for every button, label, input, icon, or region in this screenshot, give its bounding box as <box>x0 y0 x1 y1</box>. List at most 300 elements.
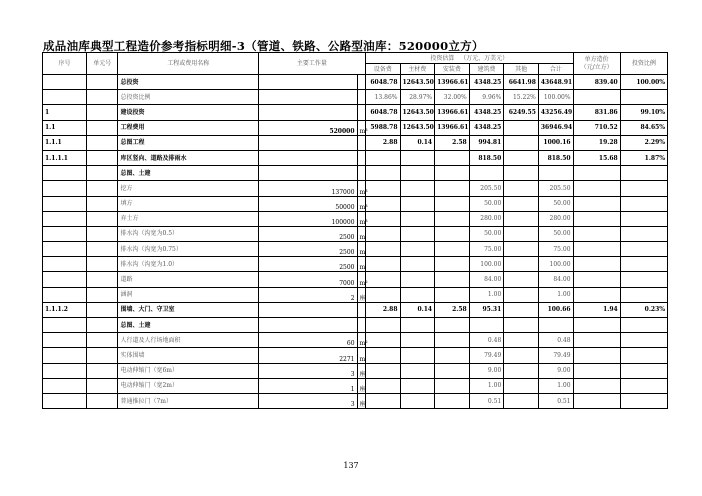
cell-quantity-unit: m <box>357 348 365 363</box>
cell-equip <box>365 393 400 408</box>
cell-name: 总图、土建 <box>118 318 258 333</box>
cell-material <box>400 166 435 181</box>
cell-other: 6249.55 <box>504 105 539 120</box>
cell-name: 总图工程 <box>118 135 258 150</box>
cell-material: 12643.50 <box>400 75 435 90</box>
cell-install <box>435 257 470 272</box>
cell-material: 0.14 <box>400 302 435 317</box>
cell-total: 100.00 <box>538 257 573 272</box>
cell-install <box>435 393 470 408</box>
header-row-1 <box>43 53 668 64</box>
cell-ratio <box>620 181 667 196</box>
cell-install <box>435 287 470 302</box>
cell-build: 205.50 <box>469 181 504 196</box>
cell-install <box>435 363 470 378</box>
header-material: 主材费 <box>400 64 435 75</box>
cell-quantity-unit: m <box>357 226 365 241</box>
cell-quantity-unit: m <box>357 242 365 257</box>
header-estimate-label: 投资估算 <box>430 54 455 62</box>
cell-seq <box>43 196 87 211</box>
cell-material: 0.14 <box>400 135 435 150</box>
cell-total: 43256.49 <box>538 105 573 120</box>
cell-equip <box>365 363 400 378</box>
cell-quantity-unit <box>357 318 365 333</box>
cell-equip <box>365 211 400 226</box>
table-row <box>43 257 668 272</box>
cell-seq: 1.1.1 <box>43 135 87 150</box>
cell-material: 28.97% <box>400 90 435 105</box>
cell-unit-cost <box>573 211 620 226</box>
cell-unit-cost <box>573 333 620 348</box>
cell-ratio <box>620 242 667 257</box>
page-title: 成品油库典型工程造价参考指标明细-3（管道、铁路、公路型油库：520000立方） <box>43 39 484 53</box>
cell-quantity-unit: m³ <box>357 181 365 196</box>
cell-name: 道路 <box>118 272 258 287</box>
cell-install <box>435 181 470 196</box>
table-row <box>43 166 668 181</box>
cell-build: 0.48 <box>469 333 504 348</box>
cell-install: 32.00% <box>435 90 470 105</box>
cell-equip: 13.86% <box>365 90 400 105</box>
cell-unit-cost <box>573 196 620 211</box>
cell-equip: 6048.78 <box>365 105 400 120</box>
cell-total: 1000.16 <box>538 135 573 150</box>
cell-install: 13966.61 <box>435 120 470 135</box>
cell-build <box>469 166 504 181</box>
table-row <box>43 378 668 393</box>
cell-unit-no <box>87 75 118 90</box>
cell-build: 75.00 <box>469 242 504 257</box>
cell-name: 挖方 <box>118 181 258 196</box>
cell-total: 50.00 <box>538 196 573 211</box>
cell-quantity: 520000 <box>258 120 357 135</box>
cell-quantity-unit: 座 <box>357 378 365 393</box>
cell-quantity: 3 <box>258 393 357 408</box>
cell-name: 库区竖向、道路及排雨水 <box>118 150 258 165</box>
cell-quantity <box>258 150 357 165</box>
cell-ratio <box>620 363 667 378</box>
cell-name: 弃土方 <box>118 211 258 226</box>
cell-equip <box>365 257 400 272</box>
cell-total: 0.48 <box>538 333 573 348</box>
cell-quantity <box>258 105 357 120</box>
cell-unit-no <box>87 166 118 181</box>
cell-seq <box>43 166 87 181</box>
cell-unit-cost <box>573 181 620 196</box>
cell-build: 100.00 <box>469 257 504 272</box>
cell-quantity: 100000 <box>258 211 357 226</box>
cell-equip: 2.88 <box>365 135 400 150</box>
cell-ratio: 1.87% <box>620 150 667 165</box>
cell-quantity <box>258 302 357 317</box>
cell-build: 79.49 <box>469 348 504 363</box>
cell-other <box>504 181 539 196</box>
header-build: 建筑费 <box>469 64 504 75</box>
cell-unit-cost <box>573 242 620 257</box>
cell-ratio: 84.65% <box>620 120 667 135</box>
cell-name: 总投资比例 <box>118 90 258 105</box>
cell-quantity: 60 <box>258 333 357 348</box>
cell-name: 总图、土建 <box>118 166 258 181</box>
cell-name: 电动伸缩门（宽2m） <box>118 378 258 393</box>
header-unit-cost-label: 单方造价 <box>584 55 609 63</box>
cell-build: 4348.25 <box>469 105 504 120</box>
cell-total: 79.49 <box>538 348 573 363</box>
cell-unit-no <box>87 393 118 408</box>
cell-name: 围墙、大门、守卫室 <box>118 302 258 317</box>
cell-install: 2.58 <box>435 302 470 317</box>
cell-build: 994.81 <box>469 135 504 150</box>
header-estimate <box>365 53 573 64</box>
header-equip: 设备费 <box>365 64 400 75</box>
cell-unit-cost: 15.68 <box>573 150 620 165</box>
cell-ratio <box>620 378 667 393</box>
cell-build: 280.00 <box>469 211 504 226</box>
cell-total: 280.00 <box>538 211 573 226</box>
cell-unit-cost <box>573 226 620 241</box>
table-row <box>43 181 668 196</box>
cell-unit-no <box>87 287 118 302</box>
cell-name: 工程费用 <box>118 120 258 135</box>
cell-unit-cost <box>573 272 620 287</box>
cell-total: 50.00 <box>538 226 573 241</box>
cell-unit-no <box>87 226 118 241</box>
cell-ratio <box>620 272 667 287</box>
cell-quantity: 7000 <box>258 272 357 287</box>
cell-quantity-unit: 座 <box>357 363 365 378</box>
cell-build: 95.31 <box>469 302 504 317</box>
cell-name: 涵洞 <box>118 287 258 302</box>
cell-quantity-unit: m² <box>357 272 365 287</box>
cell-ratio <box>620 287 667 302</box>
cell-equip <box>365 272 400 287</box>
cell-quantity-unit <box>357 166 365 181</box>
table-row <box>43 90 668 105</box>
cell-seq <box>43 226 87 241</box>
cell-ratio <box>620 393 667 408</box>
header-ratio: 投资比例 <box>620 53 667 75</box>
cell-material <box>400 272 435 287</box>
cell-other <box>504 150 539 165</box>
cell-seq: 1.1 <box>43 120 87 135</box>
cell-total: 1.00 <box>538 287 573 302</box>
cell-seq <box>43 272 87 287</box>
cell-unit-no <box>87 333 118 348</box>
cell-quantity: 2500 <box>258 257 357 272</box>
header-estimate-unit: （万元、万美元） <box>460 54 509 62</box>
cell-unit-no <box>87 211 118 226</box>
cell-other <box>504 302 539 317</box>
cell-material <box>400 363 435 378</box>
table-row <box>43 150 668 165</box>
cell-other <box>504 378 539 393</box>
cell-seq <box>43 378 87 393</box>
header-unit-cost <box>573 53 620 75</box>
cell-unit-no <box>87 135 118 150</box>
cell-seq: 1 <box>43 105 87 120</box>
cell-quantity: 2 <box>258 287 357 302</box>
cell-install <box>435 242 470 257</box>
cell-ratio <box>620 348 667 363</box>
cell-unit-cost: 831.86 <box>573 105 620 120</box>
cost-table <box>42 52 668 409</box>
header-name: 工程或费用名称 <box>118 53 258 75</box>
cell-total: 100.66 <box>538 302 573 317</box>
cell-unit-no <box>87 318 118 333</box>
cell-install <box>435 378 470 393</box>
cell-seq <box>43 287 87 302</box>
cell-build: 4348.25 <box>469 120 504 135</box>
cell-material <box>400 393 435 408</box>
cell-quantity-unit <box>357 90 365 105</box>
table-row <box>43 318 668 333</box>
cell-name: 普通推拉门（7m） <box>118 393 258 408</box>
cell-unit-no <box>87 181 118 196</box>
cell-name: 人行道及人行场地面积 <box>118 333 258 348</box>
cell-total: 100.00% <box>538 90 573 105</box>
table-row <box>43 333 668 348</box>
cell-name: 排水沟（沟宽为0.5） <box>118 226 258 241</box>
cell-quantity-unit: m³ <box>357 196 365 211</box>
cell-other <box>504 211 539 226</box>
cell-quantity-unit: m³ <box>357 120 365 135</box>
cell-seq <box>43 257 87 272</box>
cell-unit-no <box>87 105 118 120</box>
cell-equip: 5988.78 <box>365 120 400 135</box>
cell-build: 9.00 <box>469 363 504 378</box>
cell-unit-no <box>87 242 118 257</box>
cell-unit-no <box>87 120 118 135</box>
cell-unit-no <box>87 150 118 165</box>
cell-unit-cost <box>573 318 620 333</box>
cell-unit-no <box>87 90 118 105</box>
cell-seq <box>43 363 87 378</box>
cell-quantity: 137000 <box>258 181 357 196</box>
cell-build: 1.00 <box>469 378 504 393</box>
cell-equip <box>365 166 400 181</box>
cell-seq <box>43 211 87 226</box>
cell-install <box>435 226 470 241</box>
cell-seq <box>43 393 87 408</box>
cell-other: 15.22% <box>504 90 539 105</box>
cell-other <box>504 166 539 181</box>
cell-seq <box>43 181 87 196</box>
cell-build: 818.50 <box>469 150 504 165</box>
cell-build: 4348.25 <box>469 75 504 90</box>
cell-other: 6641.98 <box>504 75 539 90</box>
cell-unit-cost: 839.40 <box>573 75 620 90</box>
cell-quantity <box>258 75 357 90</box>
cell-seq <box>43 75 87 90</box>
cell-build <box>469 318 504 333</box>
cell-material: 12643.50 <box>400 120 435 135</box>
cell-other <box>504 226 539 241</box>
table-row <box>43 196 668 211</box>
cell-install <box>435 348 470 363</box>
cell-build: 1.00 <box>469 287 504 302</box>
cell-ratio <box>620 257 667 272</box>
cell-total: 43648.91 <box>538 75 573 90</box>
cell-other <box>504 318 539 333</box>
cell-equip <box>365 226 400 241</box>
cell-quantity: 50000 <box>258 196 357 211</box>
cell-total: 205.50 <box>538 181 573 196</box>
cell-material <box>400 226 435 241</box>
cell-material <box>400 348 435 363</box>
cell-material <box>400 150 435 165</box>
header-seq: 序号 <box>43 53 87 75</box>
cell-unit-no <box>87 302 118 317</box>
cell-ratio <box>620 333 667 348</box>
cell-install <box>435 318 470 333</box>
cell-quantity <box>258 318 357 333</box>
cell-install: 2.58 <box>435 135 470 150</box>
cell-unit-no <box>87 363 118 378</box>
cell-ratio: 99.10% <box>620 105 667 120</box>
cell-unit-no <box>87 272 118 287</box>
cell-other <box>504 393 539 408</box>
page-number: 137 <box>343 461 359 470</box>
cell-other <box>504 196 539 211</box>
cell-total: 75.00 <box>538 242 573 257</box>
cell-equip <box>365 378 400 393</box>
header-workload: 主要工作量 <box>258 53 365 75</box>
cell-equip <box>365 196 400 211</box>
cell-ratio: 2.29% <box>620 135 667 150</box>
cell-other <box>504 120 539 135</box>
cell-other <box>504 242 539 257</box>
cell-other <box>504 363 539 378</box>
table-row <box>43 135 668 150</box>
cell-quantity <box>258 90 357 105</box>
cell-quantity-unit <box>357 150 365 165</box>
cell-other <box>504 333 539 348</box>
cell-quantity: 3 <box>258 363 357 378</box>
cell-build: 50.00 <box>469 196 504 211</box>
cell-total <box>538 318 573 333</box>
cell-total: 0.51 <box>538 393 573 408</box>
header-total: 合计 <box>538 64 573 75</box>
cell-equip <box>365 181 400 196</box>
cell-quantity <box>258 135 357 150</box>
cell-build: 84.00 <box>469 272 504 287</box>
cell-build: 50.00 <box>469 226 504 241</box>
cell-material <box>400 257 435 272</box>
cell-quantity-unit: m <box>357 257 365 272</box>
cell-total: 1.00 <box>538 378 573 393</box>
cell-install <box>435 333 470 348</box>
header-unit-no: 单元号 <box>87 53 118 75</box>
table-row <box>43 302 668 317</box>
cell-equip: 6048.78 <box>365 75 400 90</box>
cell-name: 填方 <box>118 196 258 211</box>
cell-unit-cost: 1.94 <box>573 302 620 317</box>
cell-build: 9.96% <box>469 90 504 105</box>
cell-unit-cost <box>573 348 620 363</box>
table-row <box>43 211 668 226</box>
cell-material: 12643.50 <box>400 105 435 120</box>
cell-install <box>435 196 470 211</box>
cell-material <box>400 196 435 211</box>
header-other: 其他 <box>504 64 539 75</box>
cell-unit-cost <box>573 257 620 272</box>
table-row <box>43 348 668 363</box>
cell-ratio: 100.00% <box>620 75 667 90</box>
cell-other <box>504 257 539 272</box>
cell-quantity <box>258 166 357 181</box>
cell-install <box>435 150 470 165</box>
cell-unit-no <box>87 378 118 393</box>
cell-unit-cost <box>573 287 620 302</box>
cell-build: 0.51 <box>469 393 504 408</box>
cell-unit-cost: 710.52 <box>573 120 620 135</box>
cell-quantity: 2500 <box>258 226 357 241</box>
cell-quantity: 1 <box>258 378 357 393</box>
cell-name: 实体围墙 <box>118 348 258 363</box>
cell-unit-cost <box>573 363 620 378</box>
cell-ratio: 0.23% <box>620 302 667 317</box>
table-row <box>43 287 668 302</box>
cell-material <box>400 287 435 302</box>
cell-total: 84.00 <box>538 272 573 287</box>
table-row <box>43 242 668 257</box>
cell-unit-cost <box>573 90 620 105</box>
cell-quantity-unit <box>357 135 365 150</box>
cell-quantity: 2271 <box>258 348 357 363</box>
cell-install <box>435 211 470 226</box>
cell-ratio <box>620 211 667 226</box>
header-unit-cost-unit: （元/立方） <box>580 63 613 71</box>
cell-ratio <box>620 90 667 105</box>
table-row <box>43 75 668 90</box>
cell-ratio <box>620 318 667 333</box>
table-row <box>43 105 668 120</box>
cell-other <box>504 348 539 363</box>
cell-material <box>400 211 435 226</box>
cell-name: 电动伸缩门（宽6m） <box>118 363 258 378</box>
cell-quantity-unit: 座 <box>357 393 365 408</box>
cell-equip <box>365 287 400 302</box>
cell-install: 13966.61 <box>435 75 470 90</box>
table-row <box>43 120 668 135</box>
cell-name: 总投资 <box>118 75 258 90</box>
cell-quantity-unit <box>357 302 365 317</box>
cell-seq: 1.1.1.1 <box>43 150 87 165</box>
cell-seq: 1.1.1.2 <box>43 302 87 317</box>
cell-quantity-unit: m³ <box>357 211 365 226</box>
cell-quantity-unit: 座 <box>357 287 365 302</box>
cell-total <box>538 166 573 181</box>
cell-material <box>400 181 435 196</box>
cell-unit-no <box>87 348 118 363</box>
cell-total: 9.00 <box>538 363 573 378</box>
header-install: 安装费 <box>435 64 470 75</box>
cell-name: 建设投资 <box>118 105 258 120</box>
cell-material <box>400 318 435 333</box>
cell-seq <box>43 348 87 363</box>
table-row <box>43 363 668 378</box>
cell-ratio <box>620 226 667 241</box>
cell-install <box>435 166 470 181</box>
cell-unit-cost <box>573 393 620 408</box>
table-row <box>43 226 668 241</box>
table-row <box>43 393 668 408</box>
cell-unit-cost <box>573 378 620 393</box>
cell-other <box>504 272 539 287</box>
cell-unit-no <box>87 196 118 211</box>
cell-unit-cost <box>573 166 620 181</box>
cell-install: 13966.61 <box>435 105 470 120</box>
